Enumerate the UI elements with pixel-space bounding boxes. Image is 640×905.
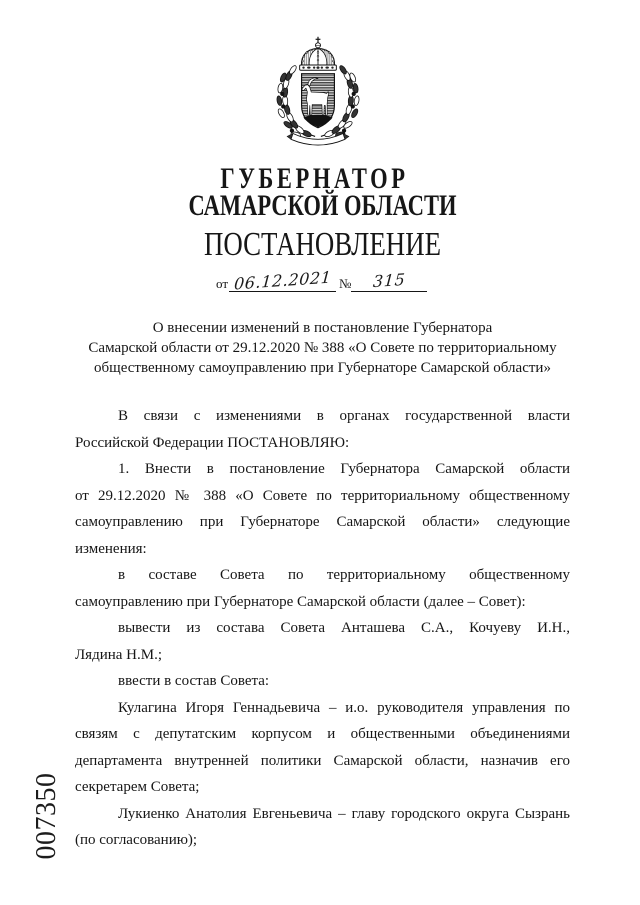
body-line: Кулагина Игоря Геннадьевича – и.о. руководителя управления по (118, 699, 570, 716)
body-line: 1. Внести в постановление Губернатора Самарской области (118, 461, 570, 477)
document-type: ПОСТАНОВЛЕНИЕ (203, 226, 442, 263)
paragraph-item-1 (75, 456, 570, 562)
crown (300, 37, 337, 71)
body-line: в составе Совета по территориальному общественному (118, 567, 570, 583)
paragraph-member-lukienko (75, 801, 570, 854)
title-line: О внесении изменений в постановление Губернатора (152, 320, 493, 336)
authority-title-line-2: САМАРСКОЙ ОБЛАСТИ (188, 189, 457, 222)
paragraph-add-members (75, 668, 570, 695)
margin-stamp-number: 007350 (31, 772, 62, 860)
coat-of-arms-icon (268, 36, 368, 148)
body-line: самоуправлению при Губернаторе Самарской области» следующие (75, 514, 570, 530)
handwritten-number: 315 (372, 269, 407, 292)
date-field (229, 267, 336, 294)
number-field (351, 271, 427, 292)
title-line: общественному самоуправлению при Губернаторе Самарской области» (94, 360, 551, 376)
body-line: Лядина Н.М.; (75, 646, 163, 663)
paragraph-council-composition (75, 562, 570, 615)
authority-title-line-1: ГУБЕРНАТОР (220, 162, 409, 195)
body-line: секретарем Совета; (75, 779, 200, 795)
body-line: связям с депутатским корпусом и общественными объединениями (75, 726, 570, 742)
body-line: самоуправлению при Губернаторе Самарской области (далее – Совет): (75, 593, 526, 610)
body-text (75, 403, 570, 854)
title-line: Самарской области от 29.12.2020 № 388 «О Совете по территориальному (88, 340, 557, 356)
body-line: ввести в состав Совета: (118, 673, 270, 689)
document-title (75, 318, 570, 378)
body-line: В связи с изменениями в органах государственной власти (118, 408, 570, 424)
paragraph-remove-members (75, 615, 570, 668)
body-line: вывести из состава Совета Анташева С.А., Кочуеву И.Н., (118, 620, 570, 636)
body-line: департамента внутренней политики Самарской области, назначив его (75, 752, 570, 769)
body-line: (по согласованию); (75, 832, 198, 848)
number-prefix: № (339, 276, 352, 291)
paragraph-preamble (75, 403, 570, 456)
ground (304, 115, 333, 127)
body-line: изменения: (75, 540, 147, 557)
body-line: Российской Федерации ПОСТАНОВЛЯЮ: (75, 434, 350, 451)
date-number-line (216, 267, 427, 294)
paragraph-member-kulagin (75, 695, 570, 801)
handwritten-date: 06.12.2021 (233, 267, 332, 294)
body-line: от 29.12.2020 № 388 «О Совете по территориальному общественному (75, 487, 570, 504)
date-prefix: от (216, 276, 229, 291)
body-line: Лукиенко Анатолия Евгеньевича – главу городского округа Сызрань (118, 805, 570, 822)
